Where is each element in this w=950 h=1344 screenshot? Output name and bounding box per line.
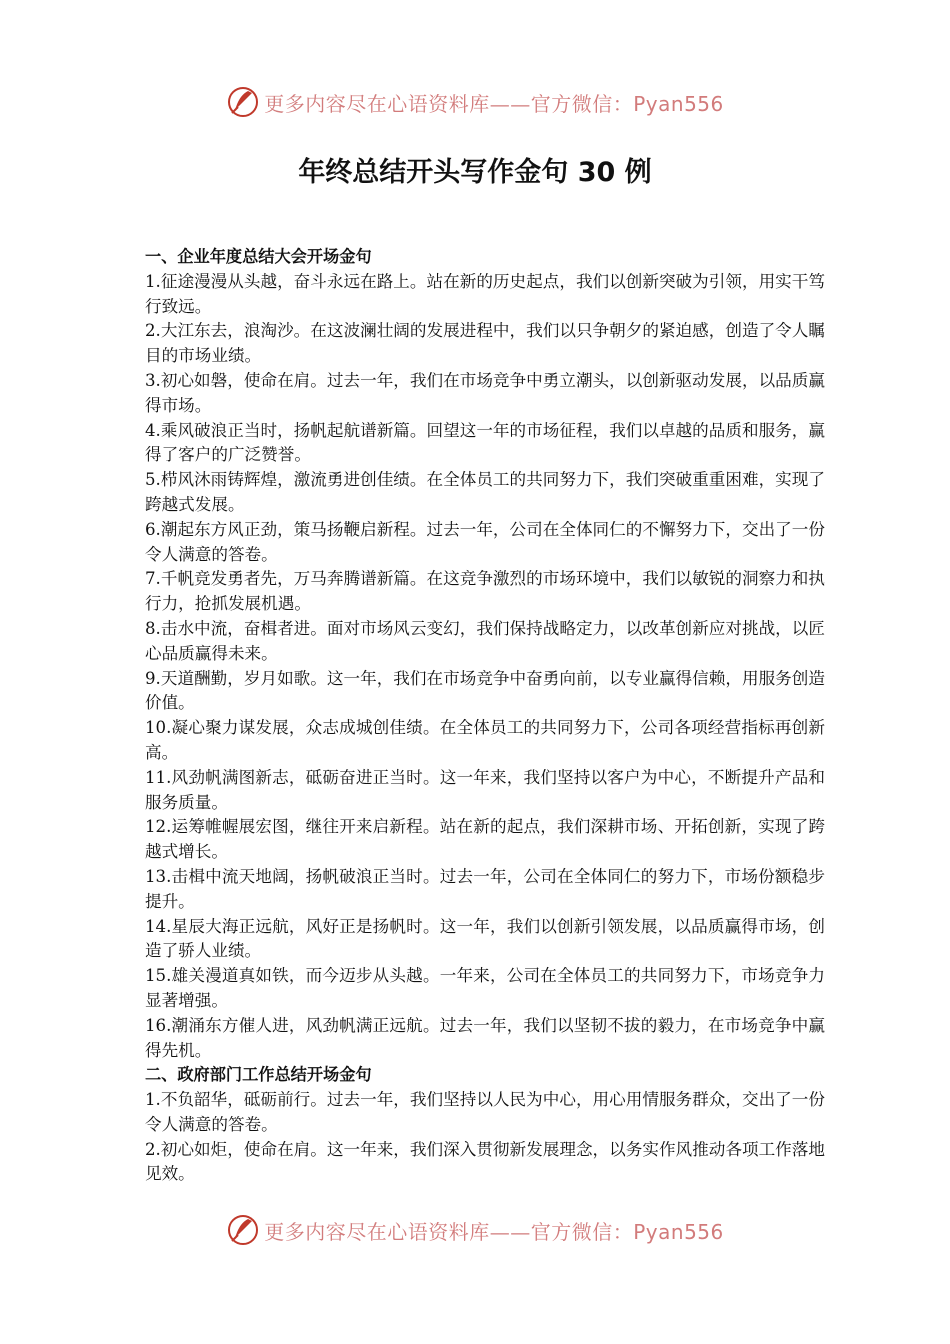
banner-wechat-id: Pyan556 (633, 1219, 724, 1244)
section-heading: 二、政府部门工作总结开场金句 (145, 1065, 372, 1085)
list-item: 2.大江东去，浪淘沙。在这波澜壮阔的发展进程中，我们以只争朝夕的紧迫感，创造了令人瞩目的市场业绩。 (145, 321, 825, 366)
banner-site-name: 更多内容尽在心语资料库 (264, 91, 490, 116)
list-item: 10.凝心聚力谋发展，众志成城创佳绩。在全体员工的共同努力下，公司各项经营指标再创新高。 (145, 718, 825, 762)
list-item: 3.初心如磐，使命在肩。过去一年，我们在市场竞争中勇立潮头，以创新驱动发展，以品质赢得市场。 (145, 370, 825, 415)
quill-logo-icon (226, 1213, 260, 1247)
list-item: 6.潮起东方风正劲，策马扬鞭启新程。过去一年，公司在全体同仁的不懈努力下，交出了一份令人满意的答卷。 (145, 519, 825, 564)
list-item: 12.运筹帷幄展宏图，继往开来启新程。站在新的起点，我们深耕市场、开拓创新，实现了跨越式增长。 (145, 817, 825, 862)
list-item: 5.栉风沐雨铸辉煌，激流勇进创佳绩。在全体员工的共同努力下，我们突破重重困难，实现了跨越式发展。 (145, 470, 825, 514)
section-heading: 一、企业年度总结大会开场金句 (145, 247, 372, 266)
banner-official-label: 官方微信： (530, 91, 634, 116)
list-item: 2.初心如炬，使命在肩。这一年来，我们深入贯彻新发展理念，以务实作风推动各项工作落地见效。 (145, 1139, 825, 1184)
list-item: 9.天道酬勤，岁月如歌。这一年，我们在市场竞争中奋勇向前，以专业赢得信赖，用服务创造价值。 (145, 668, 825, 713)
document-body (145, 245, 825, 1187)
list-item: 11.风劲帆满图新志，砥砺奋进正当时。这一年来，我们坚持以客户为中心，不断提升产品和服务质量。 (145, 767, 825, 812)
section (145, 1063, 825, 1187)
list-item: 15.雄关漫道真如铁，而今迈步从头越。一年来，公司在全体员工的共同努力下，市场竞争力显著增强。 (145, 966, 825, 1010)
banner-text (264, 1216, 724, 1245)
list-item: 4.乘风破浪正当时，扬帆起航谱新篇。回望这一年的市场征程，我们以卓越的品质和服务，赢得了客户的广泛赞誉。 (145, 420, 825, 465)
banner-separator: —— (489, 91, 531, 116)
list-item: 1.征途漫漫从头越，奋斗永远在路上。站在新的历史起点，我们以创新突破为引领，用实干笃行致远。 (145, 271, 825, 316)
list-item: 1.不负韶华，砥砺前行。过去一年，我们坚持以人民为中心，用心用情服务群众，交出了一份令人满意的答卷。 (145, 1090, 825, 1134)
footer-banner (0, 1208, 950, 1252)
banner-text (264, 88, 724, 117)
banner-wechat-id: Pyan556 (633, 91, 724, 116)
list-item: 16.潮涌东方催人进，风劲帆满正远航。过去一年，我们以坚韧不拔的毅力，在市场竞争中赢得先机。 (145, 1015, 825, 1060)
section (145, 245, 825, 1063)
document-title: 年终总结开头写作金句 30 例 (298, 157, 652, 188)
banner-official-label: 官方微信： (530, 1219, 634, 1244)
banner-separator: —— (489, 1219, 531, 1244)
list-item: 7.千帆竞发勇者先，万马奔腾谱新篇。在这竞争激烈的市场环境中，我们以敏锐的洞察力和执行力，抢抓发展机遇。 (145, 569, 825, 614)
list-item: 8.击水中流，奋楫者进。面对市场风云变幻，我们保持战略定力，以改革创新应对挑战，以匠心品质赢得未来。 (145, 618, 825, 663)
banner-site-name: 更多内容尽在心语资料库 (264, 1219, 490, 1244)
list-item: 14.星辰大海正远航，风好正是扬帆时。这一年，我们以创新引领发展，以品质赢得市场，创造了骄人业绩。 (145, 916, 825, 961)
header-banner (0, 80, 950, 124)
quill-logo-icon (226, 85, 260, 119)
list-item: 13.击楫中流天地阔，扬帆破浪正当时。过去一年，公司在全体同仁的努力下，市场份额稳步提升。 (145, 866, 825, 911)
